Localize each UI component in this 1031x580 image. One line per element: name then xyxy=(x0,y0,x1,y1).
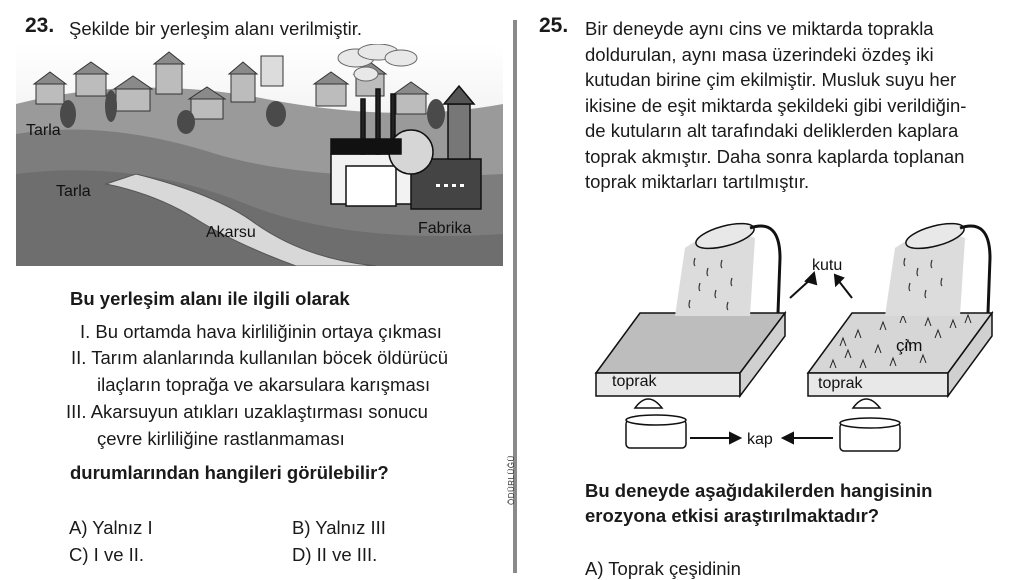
question-23-question: durumlarından hangileri görülebilir? xyxy=(70,462,389,483)
question-23-number: 23. xyxy=(25,14,55,37)
item-2 xyxy=(71,344,448,371)
label-tarla-1: Tarla xyxy=(26,122,61,139)
label-cim: çim xyxy=(896,336,923,355)
settlement-figure xyxy=(16,44,503,266)
label-akarsu: Akarsu xyxy=(206,224,256,241)
label-toprak-1: toprak xyxy=(612,373,657,390)
stem-line-2: doldurulan, aynı masa üzerindeki özdeş iki xyxy=(585,43,934,65)
label-tarla-2: Tarla xyxy=(56,183,91,200)
question-25-question xyxy=(585,478,932,528)
question-25-line-1: Bu deneyde aşağıdakilerden hangisinin xyxy=(585,480,933,501)
option-c[interactable]: C) I ve II. xyxy=(69,544,145,565)
option-a[interactable]: A) Yalnız I xyxy=(69,517,153,538)
item-3-text-line2: çevre kirliliğine rastlanmaması xyxy=(97,428,345,449)
label-fabrika: Fabrika xyxy=(418,220,472,237)
erosion-experiment-figure xyxy=(590,218,1010,464)
item-1 xyxy=(80,318,442,345)
question-25-line-2: erozyona etkisi araştırılmaktadır? xyxy=(585,505,880,526)
option-d[interactable]: D) II ve III. xyxy=(292,544,378,565)
item-3-text: Akarsuyun atıkları uzaklaştırması sonucu xyxy=(90,401,428,422)
label-toprak-2: toprak xyxy=(818,375,863,392)
stem-line-5: de kutuların alt tarafındaki deliklerden kaplara xyxy=(585,120,959,141)
item-1-text: Bu ortamda hava kirliliğinin ortaya çıkması xyxy=(95,321,442,342)
item-3-num: III. xyxy=(66,401,87,422)
stem-line-4: ikisine de eşit miktarda şekildeki gibi verildiğin- xyxy=(585,94,967,116)
item-2-text-line2: ilaçların toprağa ve akarsulara karışması xyxy=(97,374,431,395)
stem-line-7: toprak miktarları tartılmıştır. xyxy=(585,171,810,192)
question-23-stem: Şekilde bir yerleşim alanı verilmiştir. xyxy=(69,18,363,39)
item-2-text: Tarım alanlarında kullanılan böcek öldürücü xyxy=(91,347,449,368)
side-text: ÖDÜRLÜĞÜ xyxy=(507,455,516,505)
label-kutu: kutu xyxy=(812,257,843,274)
stem-line-1: Bir deneyde aynı cins ve miktarda toprakla xyxy=(585,18,934,39)
item-1-num: I. xyxy=(80,321,91,342)
question-25-number: 25. xyxy=(539,14,569,37)
q25-option-a[interactable]: A) Toprak çeşidinin xyxy=(585,558,741,579)
item-3 xyxy=(66,398,428,425)
option-b[interactable]: B) Yalnız III xyxy=(292,517,386,538)
question-23-prompt: Bu yerleşim alanı ile ilgili olarak xyxy=(70,288,350,309)
label-kap: kap xyxy=(747,431,773,448)
stem-line-6: toprak akmıştır. Daha sonra kaplarda toplanan xyxy=(585,145,965,167)
item-2-num: II. xyxy=(71,347,87,368)
question-25-stem xyxy=(585,16,1025,195)
stem-line-3: kutudan birine çim ekilmiştir. Musluk suyu her xyxy=(585,69,957,90)
